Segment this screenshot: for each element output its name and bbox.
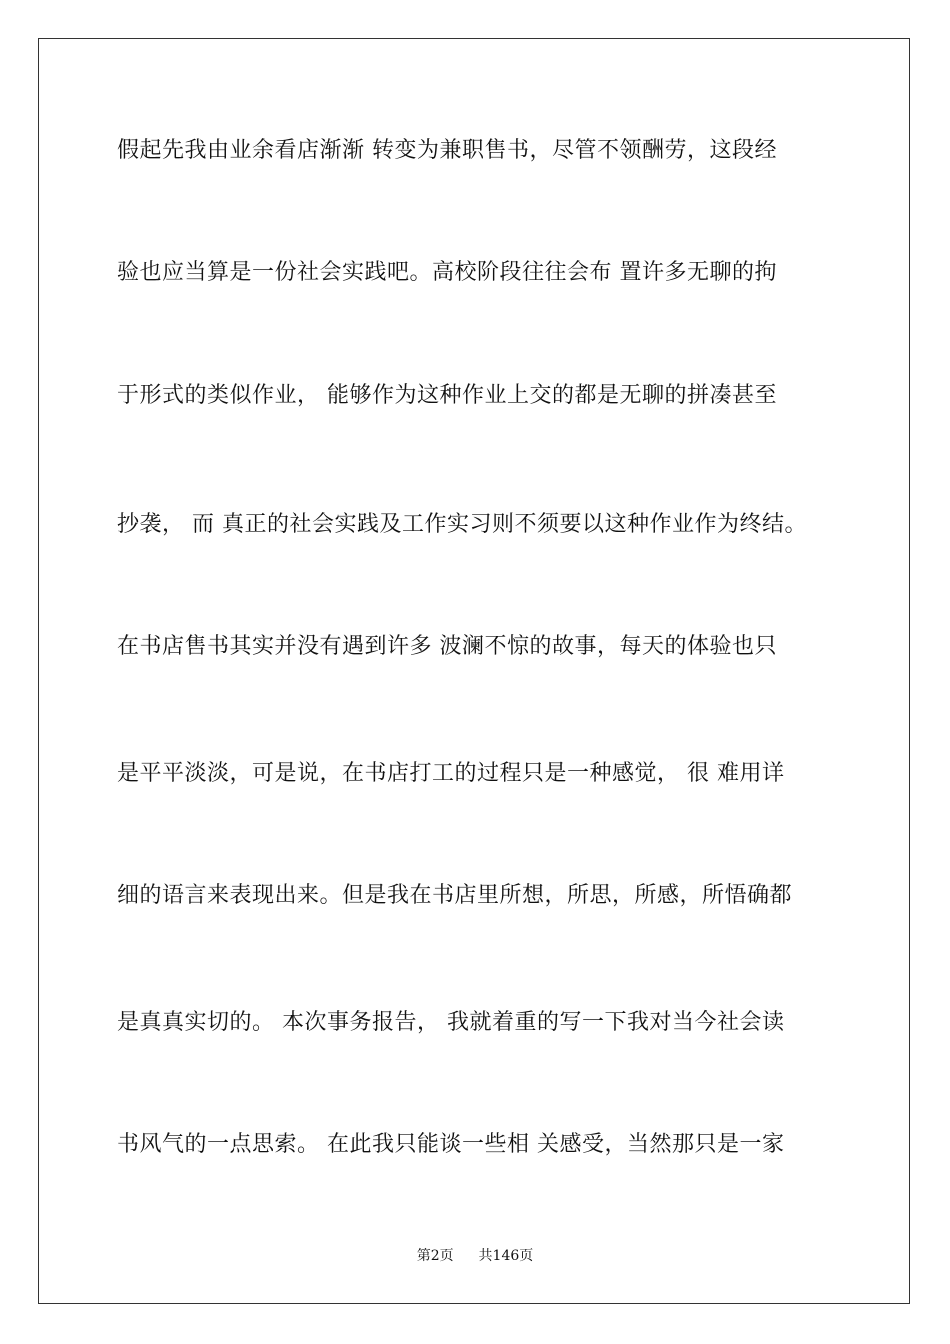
page-border (38, 38, 910, 1304)
paragraph-line-6: 是平平淡淡，可是说，在书店打工的过程只是一种感觉， 很 难用详 (117, 761, 785, 786)
paragraph-line-8: 是真真实切的。 本次事务报告， 我就着重的写一下我对当今社会读 (117, 1010, 785, 1035)
paragraph-line-5: 在书店售书其实并没有遇到许多 波澜不惊的故事，每天的体验也只 (117, 634, 777, 659)
page-total: 共146页 (478, 1248, 534, 1264)
page-footer (0, 1246, 950, 1266)
paragraph-line-7: 细的语言来表现出来。但是我在书店里所想，所思，所感，所悟确都 (117, 883, 793, 908)
paragraph-line-1: 假起先我由业余看店渐渐 转变为兼职售书，尽管不领酬劳，这段经 (117, 138, 777, 163)
paragraph-line-2: 验也应当算是一份社会实践吧。高校阶段往往会布 置许多无聊的拘 (117, 260, 777, 285)
page-number: 第2页 (416, 1248, 454, 1264)
paragraph-line-9: 书风气的一点思索。 在此我只能谈一些相 关感受，当然那只是一家 (117, 1132, 785, 1157)
paragraph-line-3: 于形式的类似作业， 能够作为这种作业上交的都是无聊的拼凑甚至 (117, 383, 777, 408)
paragraph-line-4: 抄袭， 而 真正的社会实践及工作实习则不须要以这种作业作为终结。 (117, 512, 807, 537)
